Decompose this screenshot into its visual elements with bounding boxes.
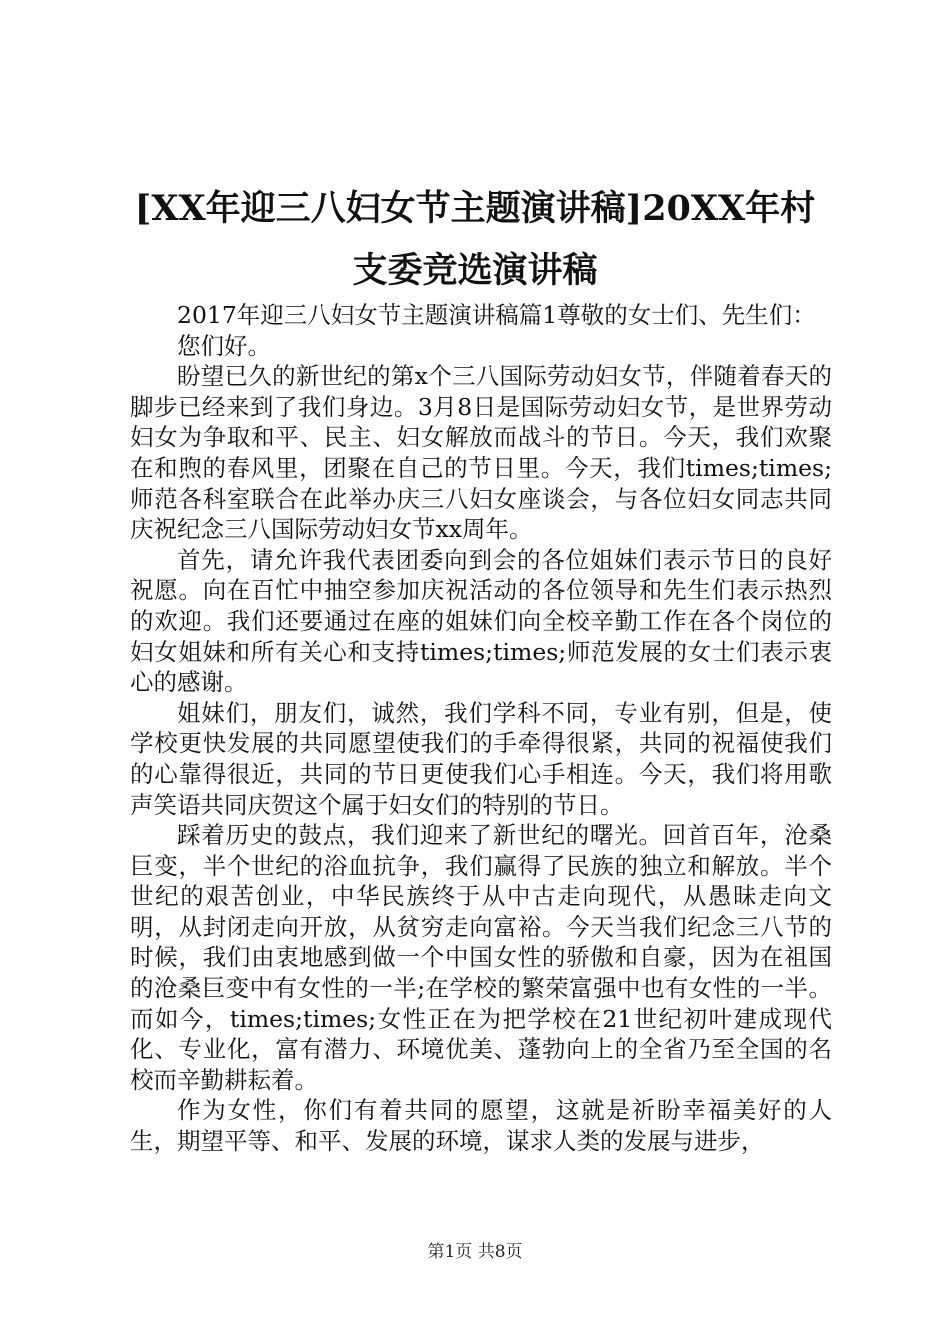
document-title: [XX年迎三八妇女节主题演讲稿]20XX年村支委竞选演讲稿: [134, 188, 816, 291]
paragraph: 盼望已久的新世纪的第x个三八国际劳动妇女节，伴随着春天的脚步已经来到了我们身边。3月8日是国际劳动妇女节，是世界劳动妇女为争取和平、民主、妇女解放而战斗的节日。今天，我们欢聚在和煦的春风里，团聚在自己的节日里。今天，我们times;times;师范各科室联合在此举办庆三八妇女座谈会，与各位妇女同志共同庆祝纪念三八国际劳动妇女节xx周年。: [130, 362, 832, 544]
page-number-footer: 第1页 共8页: [427, 1242, 523, 1262]
paragraph: 2017年迎三八妇女节主题演讲稿篇1尊敬的女士们、先生们：: [177, 301, 816, 329]
paragraph: 您们好。: [177, 331, 271, 360]
paragraph: 作为女性，你们有着共同的愿望，这就是祈盼幸福美好的人生，期望平等、和平、发展的环境，谋求人类的发展与进步，: [130, 1096, 832, 1156]
document-body: [130, 300, 832, 1157]
paragraph: 踩着历史的鼓点，我们迎来了新世纪的曙光。回首百年，沧桑巨变，半个世纪的浴血抗争，我们赢得了民族的独立和解放。半个世纪的艰苦创业，中华民族终于从中古走向现代，从愚昧走向文明，从封闭走向开放，从贫穷走向富裕。今天当我们纪念三八节的时候，我们由衷地感到做一个中国女性的骄傲和自豪，因为在祖国的沧桑巨变中有女性的一半;在学校的繁荣富强中也有女性的一半。而如今，times;times;女性正在为把学校在21世纪初叶建成现代化、专业化，富有潜力、环境优美、蓬勃向上的全省乃至全国的名校而辛勤耕耘着。: [130, 821, 832, 1094]
paragraph: 姐妹们，朋友们，诚然，我们学科不同，专业有别，但是，使学校更快发展的共同愿望使我们的手牵得很紧，共同的祝福使我们的心靠得很近，共同的节日更使我们心手相连。今天，我们将用歌声笑语共同庆贺这个属于妇女们的特别的节日。: [130, 698, 832, 819]
paragraph: 首先，请允许我代表团委向到会的各位姐妹们表示节日的良好祝愿。向在百忙中抽空参加庆祝活动的各位领导和先生们表示热烈的欢迎。我们还要通过在座的姐妹们向全校辛勤工作在各个岗位的妇女姐妹和所有关心和支持times;times;师范发展的女士们表示衷心的感谢。: [130, 545, 832, 697]
